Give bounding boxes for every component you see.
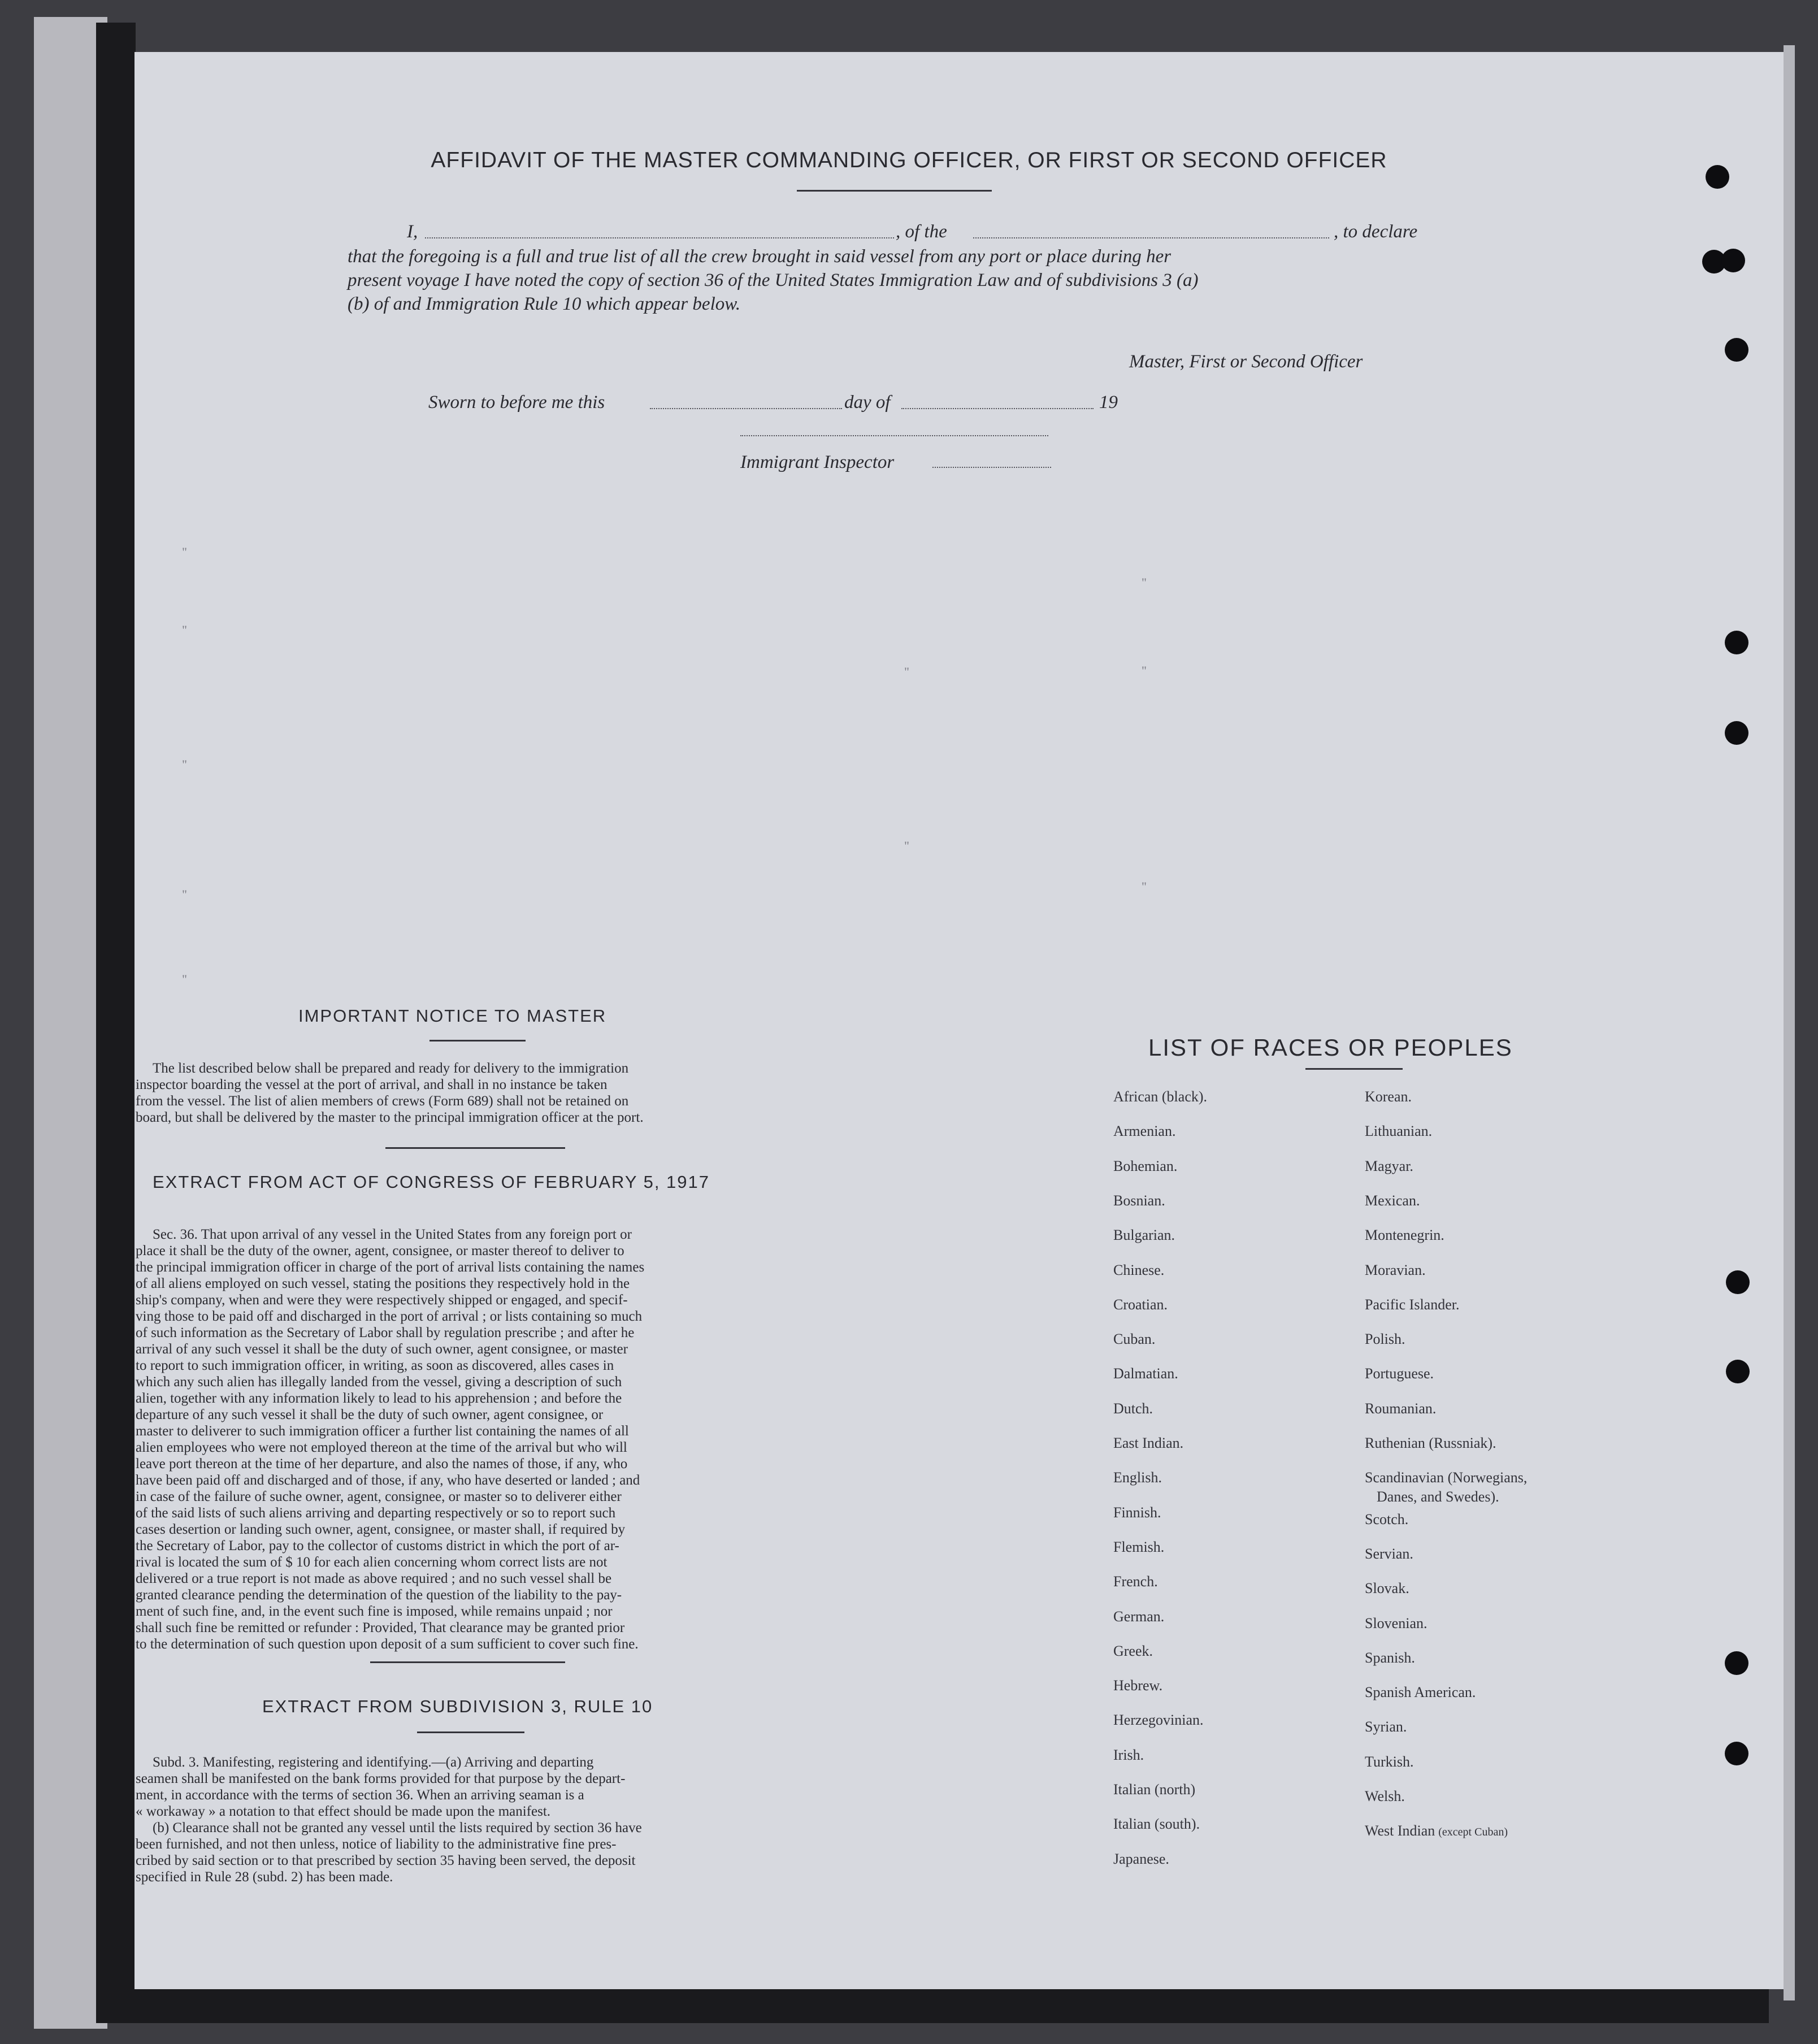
race-item: Pacific Islander. xyxy=(1365,1296,1460,1313)
race-item: Bosnian. xyxy=(1113,1192,1165,1209)
race-item xyxy=(1365,1822,1508,1839)
race-item: Scandinavian (Norwegians, xyxy=(1365,1469,1528,1486)
race-item: Irish. xyxy=(1113,1747,1144,1763)
race-item: Italian (north) xyxy=(1113,1781,1196,1798)
affidavit-declare: , to declare xyxy=(1334,222,1418,242)
race-item: Japanese. xyxy=(1113,1851,1169,1867)
punch-hole-icon xyxy=(1725,631,1748,654)
divider xyxy=(385,1147,565,1149)
affidavit-i: I, xyxy=(407,222,418,242)
affidavit-of-the: , of the xyxy=(896,222,947,242)
race-item: Servian. xyxy=(1365,1546,1413,1562)
race-item: East Indian. xyxy=(1113,1435,1184,1451)
notice-text: The list described below shall be prepared and ready for delivery to the immigration inspector boarding the vessel at the port of arrival, and shall in no instance be taken from the vessel. The list of alien members of crews (Form 689) shall not be retained on board, but shall be delivered by the master to the principal immigration officer at the port. xyxy=(136,1061,644,1125)
race-item: Flemish. xyxy=(1113,1539,1165,1555)
affidavit-title: AFFIDAVIT OF THE MASTER COMMANDING OFFICER, OR FIRST OR SECOND OFFICER xyxy=(431,148,1387,172)
act-title: EXTRACT FROM ACT OF CONGRESS OF FEBRUARY 5, 1917 xyxy=(153,1172,710,1192)
divider xyxy=(1305,1068,1403,1070)
act-text: Sec. 36. That upon arrival of any vessel in the United States from any foreign port or place it shall be the duty of the owner, agent, consignee, or master thereof to deliver to the principal immigration officer in charge of the port of arrival lists containing the names of all aliens employed on such vessel, stating the positions they respectively hold in the ship's company, when and were they were respectively shipped or engaged, and specif- ving those to be paid off and discharged in the port of arrival ; or lists containing so much of such information as the Secretary of Labor shall by regulation prescribe ; and after he arrival of any such vessel it shall be the duty of such owner, agent consignee, or master to report to such immigration officer, in writing, as soon as discovered, alles cases in which any such alien has illegally landed from the vessel, giving a description of such alien, together with any information likely to lead to his apprehension ; and before the departure of any such vessel it shall be the duty of such owner, agent consignee, or master to deliverer to such immigration officer a further list containing the names of all alien employees who were not employed thereon at the time of the arrival but who will leave port thereon at the time of her departure, and also the names of those, if any, who have been paid off and discharged and of those, if any, who have deserted or landed ; and in case of the failure of suche owner, agent, consignee, or master so to deliverer either of the said lists of such aliens arriving and departing respectively or so to report such cases desertion or landing such owner, agent, consignee, or master shall, if required by the Secretary of Labor, pay to the collector of customs district in which the port of ar- rival is located the sum of $ 10 for each alien concerning whom correct lists are not delivered or a true report is not made as above required ; and no such vessel shall be granted clearance pending the determination of the question of the liability to the pay- ment of such fine, and, in the event such fine is imposed, while remains unpaid ; nor shall such fine be remitted or refunder : Provided, That clearance may be granted prior to the determination of such question upon deposit of a sum sufficient to cover such fine. xyxy=(136,1227,645,1652)
punch-hole-icon xyxy=(1725,1651,1748,1675)
race-item: English. xyxy=(1113,1469,1162,1486)
affidavit-line-3: present voyage I have noted the copy of section 36 of the United States Immigration Law and of subdivisions 3 (a) xyxy=(348,270,1199,290)
race-item: Dutch. xyxy=(1113,1400,1153,1417)
races-title: LIST OF RACES OR PEOPLES xyxy=(1148,1034,1513,1061)
race-item: Lithuanian. xyxy=(1365,1123,1433,1139)
race-item: Moravian. xyxy=(1365,1262,1426,1278)
binding-shadow xyxy=(96,23,136,2023)
race-item: Slovenian. xyxy=(1365,1615,1428,1631)
race-item: African (black). xyxy=(1113,1088,1208,1105)
inspector-field[interactable] xyxy=(932,467,1051,468)
race-item: Spanish American. xyxy=(1365,1684,1476,1700)
race-item: Armenian. xyxy=(1113,1123,1176,1139)
race-continuation: Danes, and Swedes). xyxy=(1377,1488,1499,1505)
race-item: French. xyxy=(1113,1573,1158,1590)
race-item: Welsh. xyxy=(1365,1788,1405,1804)
vessel-field[interactable] xyxy=(973,237,1329,238)
race-item: Syrian. xyxy=(1365,1718,1407,1735)
race-item: Cuban. xyxy=(1113,1331,1156,1347)
punch-hole-icon xyxy=(1725,1742,1748,1765)
race-item: Greek. xyxy=(1113,1643,1153,1659)
race-label: West Indian xyxy=(1365,1822,1435,1839)
race-item: Portuguese. xyxy=(1365,1365,1434,1382)
race-item: Hebrew. xyxy=(1113,1677,1163,1694)
race-item: Polish. xyxy=(1365,1331,1405,1347)
race-item: Slovak. xyxy=(1365,1580,1409,1596)
bottom-shadow xyxy=(130,1989,1769,2023)
punch-hole-icon xyxy=(1721,249,1745,272)
race-item: Roumanian. xyxy=(1365,1400,1437,1417)
punch-hole-icon xyxy=(1726,1270,1750,1294)
divider xyxy=(417,1731,524,1733)
affidavit-line-4: (b) of and Immigration Rule 10 which appear below. xyxy=(348,294,741,314)
year-label: 19 xyxy=(1099,392,1118,413)
race-item: Finnish. xyxy=(1113,1504,1161,1521)
race-note: (except Cuban) xyxy=(1438,1826,1508,1838)
race-item: Magyar. xyxy=(1365,1158,1413,1174)
divider xyxy=(429,1040,526,1041)
race-item: Korean. xyxy=(1365,1088,1412,1105)
page-edge xyxy=(1784,45,1795,2000)
race-item: Croatian. xyxy=(1113,1296,1168,1313)
divider xyxy=(797,190,992,192)
name-field[interactable] xyxy=(425,237,894,238)
race-item: Mexican. xyxy=(1365,1192,1420,1209)
day-of-label: day of xyxy=(844,392,891,413)
signer-label: Master, First or Second Officer xyxy=(1129,351,1363,372)
race-item: Montenegrin. xyxy=(1365,1227,1444,1243)
race-item: Chinese. xyxy=(1113,1262,1165,1278)
punch-hole-icon xyxy=(1725,721,1748,745)
punch-hole-icon xyxy=(1725,338,1748,362)
notice-title: IMPORTANT NOTICE TO MASTER xyxy=(298,1006,607,1026)
sworn-label: Sworn to before me this xyxy=(428,392,605,413)
race-item: Scotch. xyxy=(1365,1511,1409,1527)
race-item: Spanish. xyxy=(1365,1650,1415,1666)
race-item: Bohemian. xyxy=(1113,1158,1178,1174)
race-item: Herzegovinian. xyxy=(1113,1712,1204,1728)
race-item: Dalmatian. xyxy=(1113,1365,1178,1382)
race-item: German. xyxy=(1113,1608,1165,1625)
race-item: Italian (south). xyxy=(1113,1816,1200,1832)
divider xyxy=(370,1661,565,1663)
affidavit-line-2: that the foregoing is a full and true list of all the crew brought in said vessel from any port or place during her xyxy=(348,246,1171,267)
inspector-label: Immigrant Inspector xyxy=(740,452,895,472)
race-item: Bulgarian. xyxy=(1113,1227,1175,1243)
sworn-day-field[interactable] xyxy=(650,408,842,409)
inspector-signature-field[interactable] xyxy=(740,435,1048,436)
rule-title: EXTRACT FROM SUBDIVISION 3, RULE 10 xyxy=(262,1696,653,1716)
rule-text: Subd. 3. Manifesting, registering and identifying.—(a) Arriving and departing seamen shall be manifested on the bank forms provided for that purpose by the depart- ment, in accordance with the terms of section 36. When an arriving seaman is a « workaway » a notation to that effect should be made upon the manifest. (b) Clearance shall not be granted any vessel until the lists required by section 36 have been furnished, and not then unless, notice of liability to the administrative fine pres- cribed by said section or to that prescribed by section 35 having been served, the deposit specified in Rule 28 (subd. 2) has been made. xyxy=(136,1755,642,1885)
sworn-month-field[interactable] xyxy=(901,408,1094,409)
race-item: Turkish. xyxy=(1365,1754,1414,1770)
punch-hole-icon xyxy=(1726,1360,1750,1383)
race-item: Ruthenian (Russniak). xyxy=(1365,1435,1496,1451)
